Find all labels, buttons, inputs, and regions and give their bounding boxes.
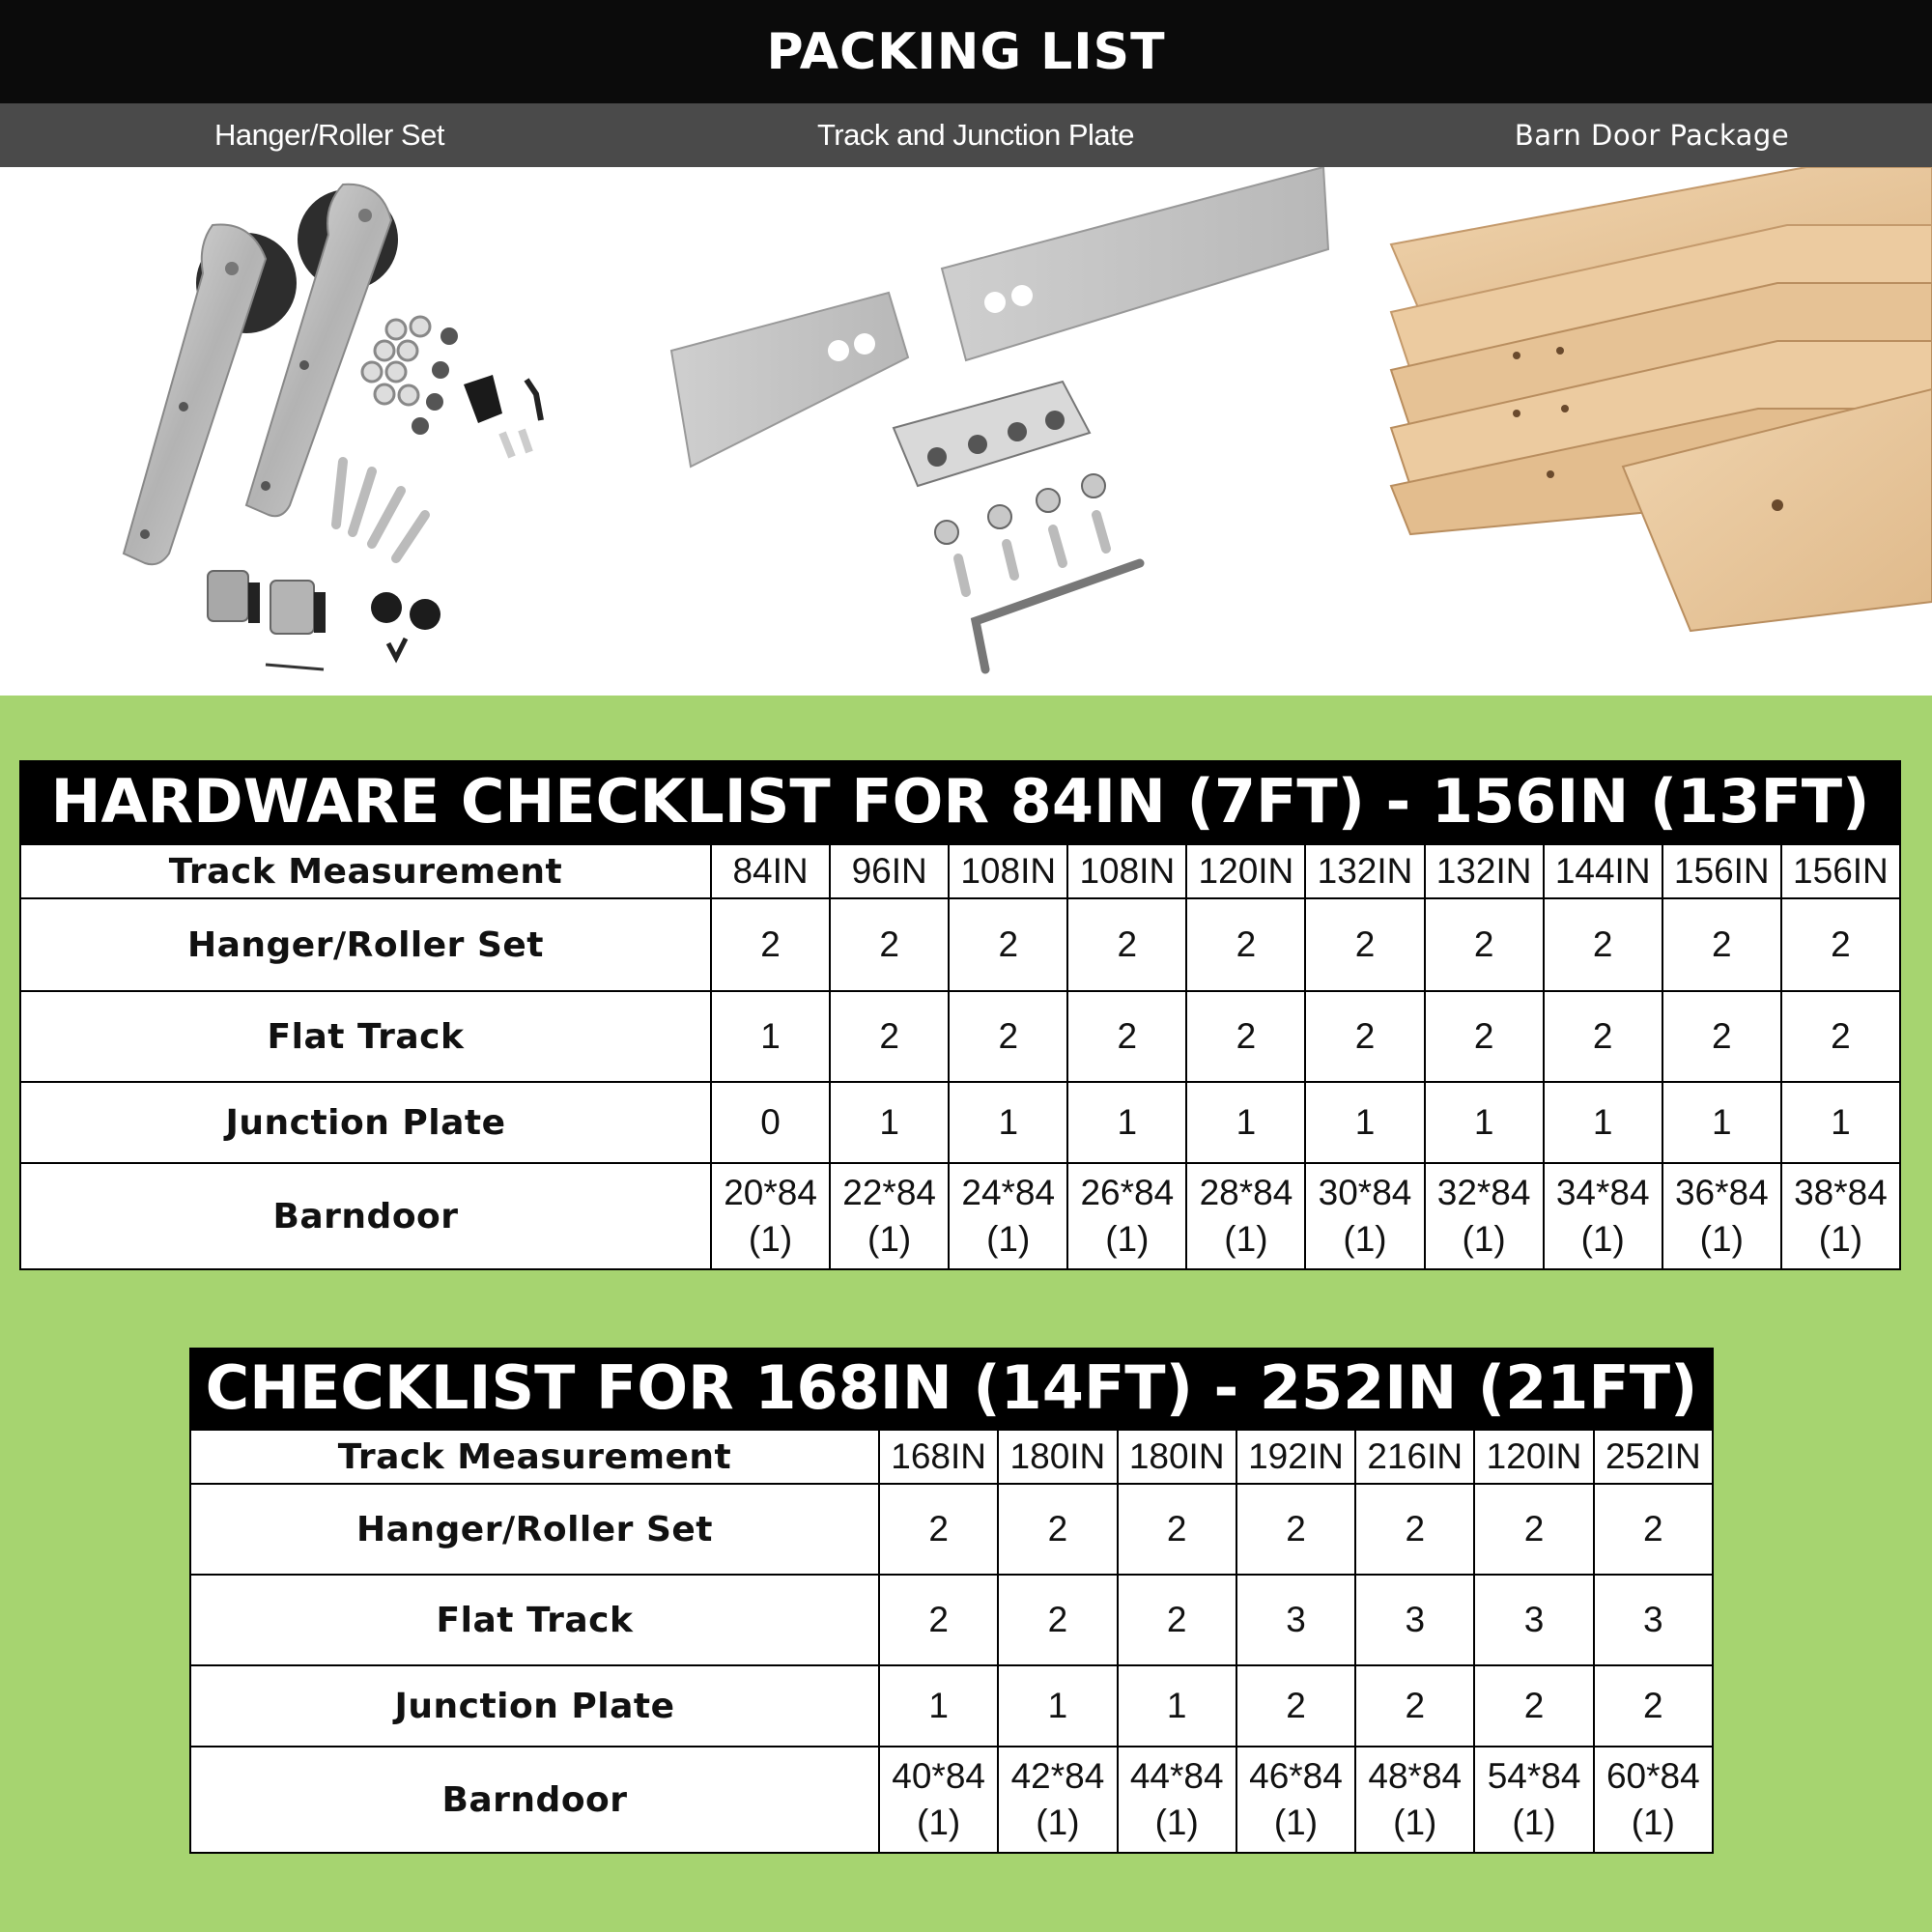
- cell-hanger-roller-set: 2: [1067, 898, 1186, 991]
- barndoor-qty: (1): [1036, 1803, 1080, 1842]
- cell-flat-track: 2: [1544, 991, 1662, 1082]
- barndoor-size: 30*84: [1318, 1173, 1412, 1212]
- cell-track-measurement: 252IN: [1594, 1430, 1713, 1484]
- barndoor-qty: (1): [748, 1219, 793, 1259]
- barn-door-package-image: [1372, 167, 1932, 696]
- cell-barndoor: [998, 1747, 1117, 1853]
- cell-barndoor: [1067, 1163, 1186, 1269]
- cell-hanger-roller-set: 2: [1355, 1484, 1474, 1575]
- cell-flat-track: 1: [711, 991, 830, 1082]
- cell-flat-track: 3: [1474, 1575, 1593, 1665]
- cell-track-measurement: 84IN: [711, 844, 830, 898]
- cell-flat-track: 2: [1186, 991, 1305, 1082]
- barndoor-size: 22*84: [842, 1173, 936, 1212]
- cell-flat-track: 2: [998, 1575, 1117, 1665]
- barndoor-qty: (1): [986, 1219, 1031, 1259]
- cell-junction-plate: 2: [1236, 1665, 1355, 1747]
- cell-hanger-roller-set: 2: [1474, 1484, 1593, 1575]
- row-barndoor: [190, 1747, 1713, 1853]
- cell-hanger-roller-set: 2: [998, 1484, 1117, 1575]
- barndoor-qty: (1): [1580, 1219, 1625, 1259]
- cell-hanger-roller-set: 2: [830, 898, 949, 991]
- cell-track-measurement: 156IN: [1662, 844, 1781, 898]
- cell-flat-track: 2: [1781, 991, 1900, 1082]
- barndoor-qty: (1): [867, 1219, 912, 1259]
- section-label-hanger-roller-set: Hanger/Roller Set: [214, 118, 444, 152]
- cell-track-measurement: 120IN: [1474, 1430, 1593, 1484]
- cell-hanger-roller-set: 2: [1425, 898, 1544, 991]
- cell-track-measurement: 156IN: [1781, 844, 1900, 898]
- cell-track-measurement: 192IN: [1236, 1430, 1355, 1484]
- cell-flat-track: 2: [830, 991, 949, 1082]
- row-label-track-measurement: Track Measurement: [190, 1430, 879, 1484]
- row-label-hanger-roller-set: Hanger/Roller Set: [20, 898, 711, 991]
- barndoor-size: 28*84: [1199, 1173, 1293, 1212]
- cell-hanger-roller-set: 2: [1662, 898, 1781, 991]
- cell-barndoor: [1544, 1163, 1662, 1269]
- barndoor-size: 54*84: [1487, 1756, 1581, 1796]
- barndoor-size: 46*84: [1249, 1756, 1343, 1796]
- row-track-measurement: [20, 844, 1900, 898]
- cell-track-measurement: 96IN: [830, 844, 949, 898]
- row-track-measurement: [190, 1430, 1713, 1484]
- cell-junction-plate: 2: [1474, 1665, 1593, 1747]
- row-label-junction-plate: Junction Plate: [190, 1665, 879, 1747]
- barndoor-size: 40*84: [892, 1756, 985, 1796]
- cell-barndoor: [711, 1163, 830, 1269]
- cell-hanger-roller-set: 2: [1305, 898, 1424, 991]
- cell-barndoor: [1781, 1163, 1900, 1269]
- row-label-hanger-roller-set: Hanger/Roller Set: [190, 1484, 879, 1575]
- row-hanger-roller-set: [190, 1484, 1713, 1575]
- checklist-1-title: HARDWARE CHECKLIST FOR 84IN (7FT) - 156IN (13FT): [19, 760, 1901, 843]
- cell-flat-track: 2: [949, 991, 1067, 1082]
- row-junction-plate: [190, 1665, 1713, 1747]
- product-photos: [0, 167, 1932, 696]
- barndoor-qty: (1): [1273, 1803, 1319, 1842]
- cell-flat-track: 2: [1425, 991, 1544, 1082]
- row-label-junction-plate: Junction Plate: [20, 1082, 711, 1163]
- cell-track-measurement: 120IN: [1186, 844, 1305, 898]
- cell-hanger-roller-set: 2: [949, 898, 1067, 991]
- cell-flat-track: 3: [1594, 1575, 1713, 1665]
- hanger-roller-set-image: [0, 167, 638, 696]
- barndoor-size: 38*84: [1794, 1173, 1888, 1212]
- cell-track-measurement: 180IN: [1118, 1430, 1236, 1484]
- cell-junction-plate: 0: [711, 1082, 830, 1163]
- barndoor-size: 32*84: [1436, 1173, 1531, 1212]
- barndoor-qty: (1): [1818, 1219, 1863, 1259]
- cell-junction-plate: 1: [1662, 1082, 1781, 1163]
- checklist-1-table: [19, 843, 1901, 1270]
- cell-flat-track: 2: [1305, 991, 1424, 1082]
- cell-junction-plate: 1: [1544, 1082, 1662, 1163]
- cell-junction-plate: 1: [1305, 1082, 1424, 1163]
- cell-hanger-roller-set: 2: [879, 1484, 998, 1575]
- checklist-2-table: [189, 1429, 1714, 1854]
- checklist-2-title: CHECKLIST FOR 168IN (14FT) - 252IN (21FT): [189, 1348, 1714, 1429]
- cell-barndoor: [879, 1747, 998, 1853]
- cell-barndoor: [1594, 1747, 1713, 1853]
- cell-junction-plate: 1: [1781, 1082, 1900, 1163]
- checklist-168-252: [189, 1348, 1714, 1854]
- cell-hanger-roller-set: 2: [711, 898, 830, 991]
- cell-junction-plate: 1: [998, 1665, 1117, 1747]
- row-label-barndoor: Barndoor: [190, 1747, 879, 1853]
- barndoor-size: 60*84: [1605, 1756, 1700, 1796]
- row-label-flat-track: Flat Track: [190, 1575, 879, 1665]
- barndoor-size: 42*84: [1010, 1756, 1105, 1796]
- cell-junction-plate: 2: [1594, 1665, 1713, 1747]
- cell-barndoor: [1662, 1163, 1781, 1269]
- cell-barndoor: [1305, 1163, 1424, 1269]
- cell-track-measurement: 132IN: [1305, 844, 1424, 898]
- row-hanger-roller-set: [20, 898, 1900, 991]
- barndoor-size: 20*84: [724, 1173, 817, 1212]
- cell-flat-track: 2: [879, 1575, 998, 1665]
- cell-barndoor: [1425, 1163, 1544, 1269]
- cell-barndoor: [1355, 1747, 1474, 1853]
- barndoor-size: 44*84: [1129, 1756, 1224, 1796]
- cell-junction-plate: 1: [1118, 1665, 1236, 1747]
- track-junction-plate-image: [657, 167, 1352, 696]
- cell-hanger-roller-set: 2: [1118, 1484, 1236, 1575]
- section-label-track-junction-plate: Track and Junction Plate: [816, 118, 1135, 152]
- cell-junction-plate: 2: [1355, 1665, 1474, 1747]
- barndoor-size: 36*84: [1674, 1173, 1769, 1212]
- barndoor-qty: (1): [1343, 1219, 1387, 1259]
- row-label-flat-track: Flat Track: [20, 991, 711, 1082]
- cell-flat-track: 2: [1067, 991, 1186, 1082]
- barndoor-qty: (1): [1462, 1219, 1506, 1259]
- cell-junction-plate: 1: [830, 1082, 949, 1163]
- barndoor-qty: (1): [1154, 1803, 1199, 1842]
- cell-junction-plate: 1: [949, 1082, 1067, 1163]
- row-flat-track: [190, 1575, 1713, 1665]
- section-label-barn-door-package: Barn Door Package: [1514, 119, 1790, 152]
- barndoor-qty: (1): [1393, 1803, 1437, 1842]
- cell-hanger-roller-set: 2: [1594, 1484, 1713, 1575]
- cell-hanger-roller-set: 2: [1544, 898, 1662, 991]
- barndoor-size: 34*84: [1555, 1173, 1650, 1212]
- cell-hanger-roller-set: 2: [1236, 1484, 1355, 1575]
- cell-track-measurement: 108IN: [1067, 844, 1186, 898]
- packing-list-section-bar: [0, 103, 1932, 167]
- cell-junction-plate: 1: [879, 1665, 998, 1747]
- row-barndoor: [20, 1163, 1900, 1269]
- cell-junction-plate: 1: [1425, 1082, 1544, 1163]
- row-label-track-measurement: Track Measurement: [20, 844, 711, 898]
- cell-barndoor: [830, 1163, 949, 1269]
- barndoor-qty: (1): [917, 1803, 961, 1842]
- cell-track-measurement: 168IN: [879, 1430, 998, 1484]
- hardware-checklist-84-156: [19, 760, 1901, 1270]
- barndoor-qty: (1): [1631, 1803, 1675, 1842]
- cell-hanger-roller-set: 2: [1186, 898, 1305, 991]
- cell-barndoor: [949, 1163, 1067, 1269]
- cell-hanger-roller-set: 2: [1781, 898, 1900, 991]
- cell-flat-track: 3: [1236, 1575, 1355, 1665]
- cell-flat-track: 2: [1662, 991, 1781, 1082]
- row-flat-track: [20, 991, 1900, 1082]
- barndoor-size: 48*84: [1368, 1756, 1463, 1796]
- barndoor-size: 24*84: [961, 1173, 1056, 1212]
- cell-barndoor: [1236, 1747, 1355, 1853]
- row-label-barndoor: Barndoor: [20, 1163, 711, 1269]
- cell-flat-track: 3: [1355, 1575, 1474, 1665]
- cell-track-measurement: 144IN: [1544, 844, 1662, 898]
- cell-track-measurement: 216IN: [1355, 1430, 1474, 1484]
- barndoor-qty: (1): [1105, 1219, 1150, 1259]
- cell-barndoor: [1474, 1747, 1593, 1853]
- barndoor-size: 26*84: [1080, 1173, 1175, 1212]
- cell-flat-track: 2: [1118, 1575, 1236, 1665]
- barndoor-qty: (1): [1224, 1219, 1268, 1259]
- barndoor-qty: (1): [1699, 1219, 1744, 1259]
- cell-junction-plate: 1: [1067, 1082, 1186, 1163]
- barndoor-qty: (1): [1512, 1803, 1556, 1842]
- cell-track-measurement: 108IN: [949, 844, 1067, 898]
- cell-barndoor: [1118, 1747, 1236, 1853]
- packing-list-title: PACKING LIST: [0, 0, 1932, 103]
- cell-track-measurement: 180IN: [998, 1430, 1117, 1484]
- cell-barndoor: [1186, 1163, 1305, 1269]
- cell-track-measurement: 132IN: [1425, 844, 1544, 898]
- row-junction-plate: [20, 1082, 1900, 1163]
- cell-junction-plate: 1: [1186, 1082, 1305, 1163]
